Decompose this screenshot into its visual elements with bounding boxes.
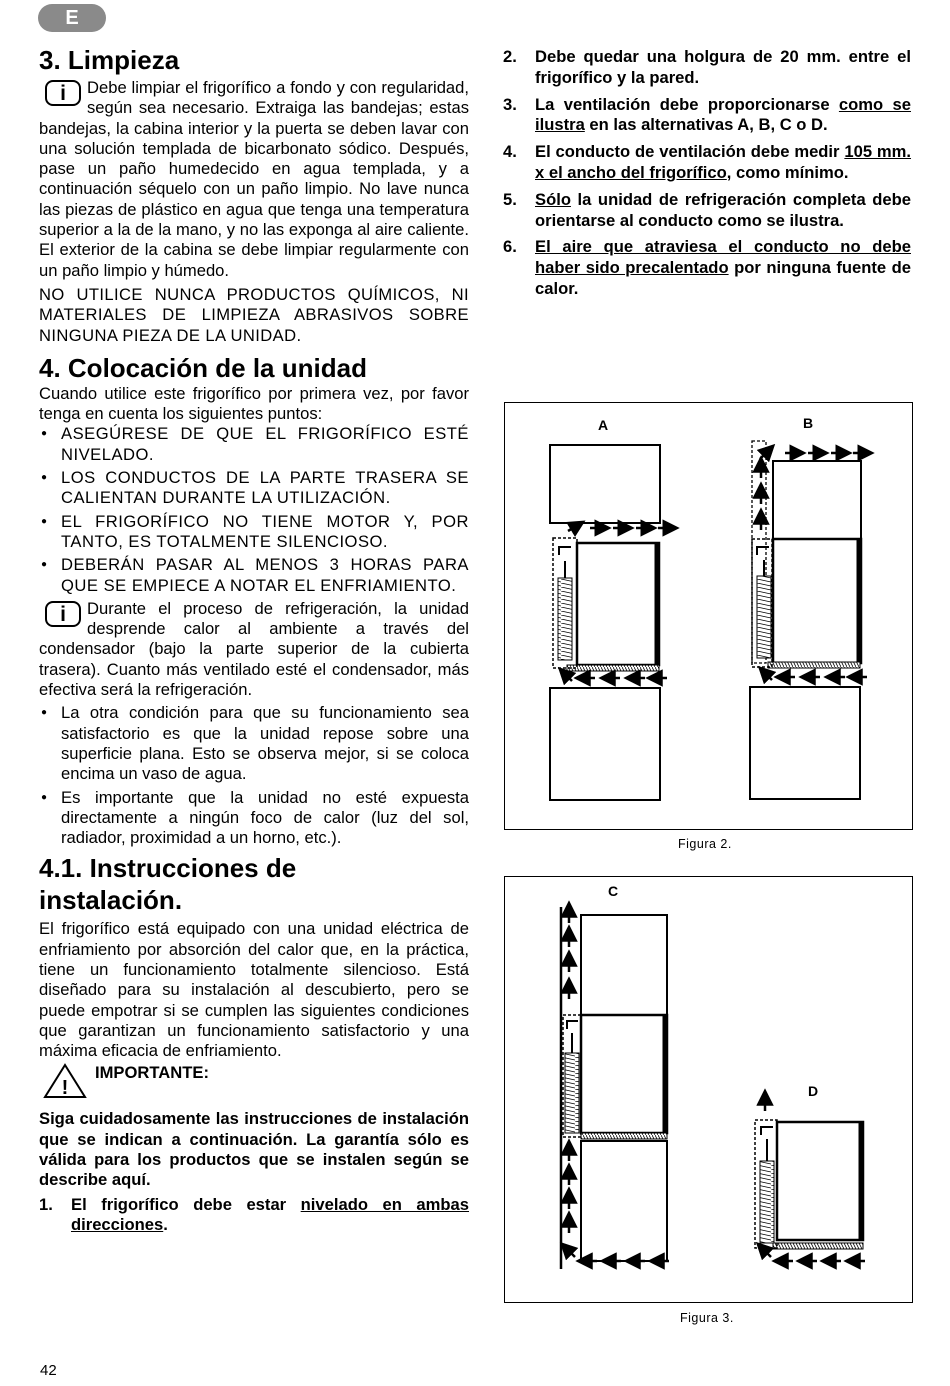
item-number: 3. <box>503 94 517 114</box>
section-4-intro: Cuando utilice este frigorífico por primera vez, por favor tenga en cuenta los siguientes puntos: <box>39 383 469 424</box>
important-text: Siga cuidadosamente las instrucciones de instalación que se indican a continuación. La garantía sólo es válida para los productos que se instalen según se describe aquí. <box>39 1109 469 1190</box>
item-text: . <box>163 1215 168 1235</box>
section-3-title: 3. Limpieza <box>39 45 180 75</box>
item-text-underlined: 105 mm. x el ancho del frigorífico <box>535 142 912 182</box>
alternative-c <box>561 907 669 1269</box>
item-text: por ninguna fuente de calor. <box>535 258 911 298</box>
section-4-lower-list <box>39 703 469 848</box>
list-item <box>503 142 911 184</box>
list-item: ● La otra condición para que su funcionamiento sea satisfactorio es que la unidad repose sobre una superficie plana. Esto se observa mejor, si se coloca encima un vaso de agua. <box>39 703 469 784</box>
item-text-underlined: nivelado en ambas direcciones <box>71 1194 470 1235</box>
item-text: , como mínimo. <box>726 162 849 182</box>
page-number: 42 <box>40 1362 57 1379</box>
section-4-1-title <box>39 852 469 916</box>
section-4-title: 4. Colocación de la unidad <box>39 352 367 383</box>
right-numbered-list <box>503 47 911 300</box>
figure-2-caption: Figura 2. <box>678 837 732 851</box>
item-text: El frigorífico debe estar <box>71 1194 301 1214</box>
right-column <box>503 47 911 306</box>
warning-icon <box>43 1063 87 1099</box>
figure-3-label-c: C <box>608 883 619 899</box>
figure-2-diagram <box>505 403 912 829</box>
item-text-underlined: Sólo <box>535 189 571 209</box>
list-item <box>39 1195 469 1237</box>
figure-3-label-d: D <box>808 1083 819 1099</box>
section-3-paragraph: Debe limpiar el frigorífico a fondo y con regularidad, según sea necesario. Extraiga las bandejas; estas bandejas, la cabina interior y la puerta se deben lavar con una solución templada de bicarbonato sódico. Después, pase un paño humedecido en agua templada, y a continuación séquelo con un paño limpio. No lave nunca las piezas de plástico en agua que tenga una temperatura superior a la de la mano, y no las exponga al aire caliente. El exterior de la cabina se debe limpiar regularmente con un paño limpio y húmedo. <box>39 78 469 280</box>
list-item <box>503 95 911 137</box>
item-text: la unidad de refrigeración completa debe orientarse al conducto como se ilustra. <box>535 189 911 230</box>
list-item <box>503 237 911 299</box>
section-3-warning-text: NO UTILICE NUNCA PRODUCTOS QUÍMICOS, NI MATERIALES DE LIMPIEZA ABRASIVOS SOBRE NINGUNA PIEZA DE LA UNIDAD. <box>39 284 469 345</box>
svg-text:!: ! <box>61 1077 69 1100</box>
section-4-info-paragraph: Durante el proceso de refrigeración, la unidad desprende calor al ambiente a través del condensador (bajo la parte superior de la cubierta trasera). Cuanto más ventilado esté el condensador, más efectiva será la refrigeración. <box>39 598 469 700</box>
item-text-underlined: como se ilustra <box>535 94 911 135</box>
language-badge: E <box>38 4 106 32</box>
item-text: El conducto de ventilación debe medir <box>535 142 845 162</box>
important-label: IMPORTANTE: <box>95 1063 209 1083</box>
left-numbered-list <box>39 1195 469 1237</box>
item-text-underlined: El aire que atraviesa el conducto no debe haber sido precalentado <box>535 237 911 278</box>
list-item <box>503 190 911 232</box>
section-4-upper-list <box>39 424 469 595</box>
alternative-a <box>550 445 671 800</box>
item-text: Debe quedar una holgura de 20 mm. entre el frigorífico y la pared. <box>535 47 911 87</box>
figure-3-diagram <box>505 877 912 1302</box>
left-column <box>39 44 469 1242</box>
alternative-b <box>750 441 867 799</box>
item-text: en las alternativas A, B, C o D. <box>584 115 828 135</box>
section-4-1-title-line1: 4.1. Instrucciones de <box>39 853 297 884</box>
figure-2-label-b: B <box>803 415 814 431</box>
alternative-d <box>755 1097 865 1261</box>
list-item: ● Es importante que la unidad no esté expuesta directamente a ningún foco de calor (luz del sol, radiador, proximidad a un horno, etc.). <box>39 788 469 849</box>
section-4-1-title-line2: instalación. <box>39 885 183 916</box>
list-item: ● LOS CONDUCTOS DE LA PARTE TRASERA SE CALIENTAN DURANTE LA UTILIZACIÓN. <box>39 468 469 509</box>
figure-2-label-a: A <box>598 417 609 433</box>
figure-3 <box>504 876 913 1303</box>
item-number: 5. <box>503 189 517 209</box>
list-item: ● EL FRIGORÍFICO NO TIENE MOTOR Y, POR TANTO, ES TOTALMENTE SILENCIOSO. <box>39 512 469 553</box>
item-number: 4. <box>503 142 517 162</box>
item-text: La ventilación debe proporcionarse <box>535 94 839 114</box>
list-item: ● DEBERÁN PASAR AL MENOS 3 HORAS PARA QUE SE EMPIECE A NOTAR EL ENFRIAMIENTO. <box>39 555 469 596</box>
figure-2 <box>504 402 913 830</box>
item-number: 1. <box>39 1194 53 1214</box>
info-icon: i <box>45 80 81 106</box>
list-item: ● ASEGÚRESE DE QUE EL FRIGORÍFICO ESTÉ NIVELADO. <box>39 424 469 465</box>
figure-3-caption: Figura 3. <box>680 1311 734 1325</box>
info-icon: i <box>45 601 81 627</box>
list-item <box>503 47 911 89</box>
item-number: 2. <box>503 47 517 66</box>
item-number: 6. <box>503 237 517 257</box>
section-4-1-paragraph: El frigorífico está equipado con una unidad eléctrica de enfriamiento por absorción del calor que, en la práctica, tiene un funcionamiento totalmente silencioso. Está diseñado para su instalación al descubierto, pero se puede empotrar si se cumplen las siguientes condiciones que garantizan un funcionamiento satisfactorio y una máxima eficacia de enfriamiento. <box>39 919 469 1061</box>
important-block <box>39 1063 469 1103</box>
